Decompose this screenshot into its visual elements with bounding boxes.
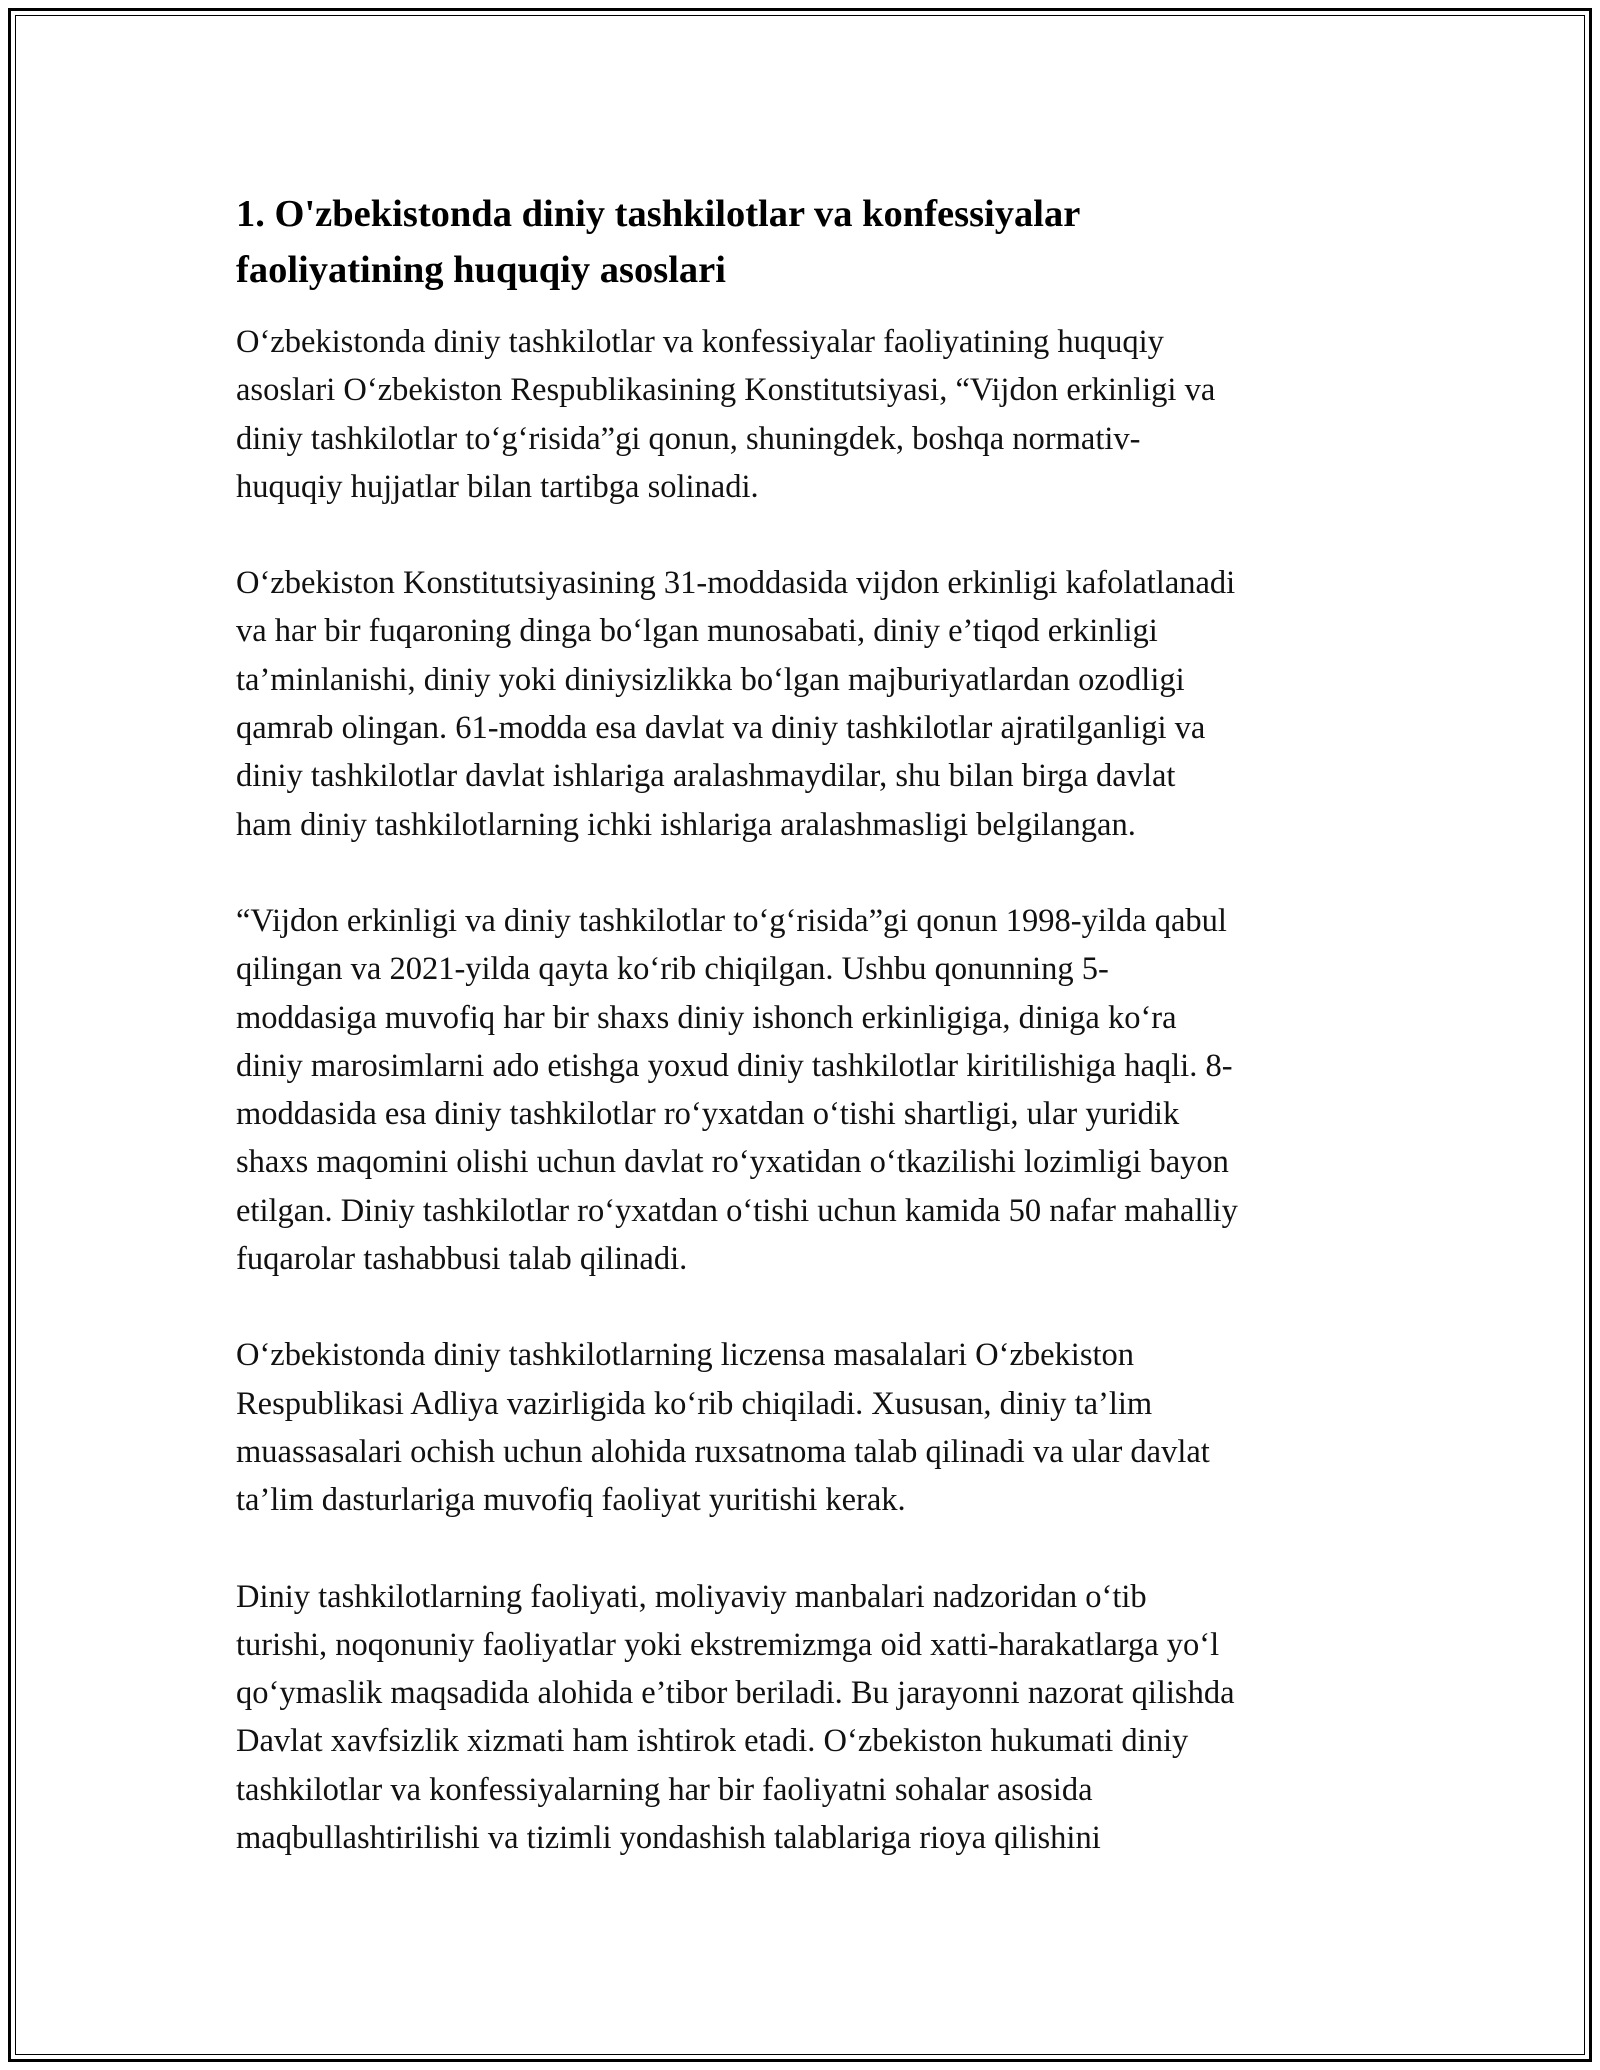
paragraph-line: Respublikasi Adliya vazirligida ko‘rib chiqiladi. Xususan, diniy ta’lim [236, 1385, 1153, 1422]
paragraph-line: “Vijdon erkinligi va diniy tashkilotlar to‘g‘risida”gi qonun 1998-yilda qabul [236, 902, 1227, 939]
paragraph-line: O‘zbekistonda diniy tashkilotlarning liczensa masalalari O‘zbekiston [236, 1337, 1135, 1374]
section-title-line: faoliyatining huquqiy asoslari [236, 249, 726, 291]
paragraph-line: diniy tashkilotlar to‘g‘risida”gi qonun, shuningdek, boshqa normativ- [236, 420, 1141, 457]
paragraph-line: diniy tashkilotlar davlat ishlariga aralashmaydilar, shu bilan birga davlat [236, 758, 1176, 795]
paragraph-line: maqbullashtirilishi va tizimli yondashish talablariga rioya qilishini [236, 1820, 1101, 1857]
paragraph-licensing [236, 1331, 1376, 1524]
document-body [236, 186, 1376, 1910]
paragraph-line: diniy marosimlarni ado etishga yoxud diniy tashkilotlar kiritilishiga haqli. 8- [236, 1047, 1233, 1084]
paragraph-line: O‘zbekiston Konstitutsiyasining 31-moddasida vijdon erkinligi kafolatlanadi [236, 565, 1236, 602]
paragraph-line: qamrab olingan. 61-modda esa davlat va diniy tashkilotlar ajratilganligi va [236, 710, 1206, 747]
paragraph-freedom-law [236, 897, 1376, 1283]
paragraph-line: huquqiy hujjatlar bilan tartibga solinadi. [236, 468, 759, 505]
paragraph-constitution [236, 559, 1376, 849]
paragraph-line: Diniy tashkilotlarning faoliyati, moliyaviy manbalari nadzoridan o‘tib [236, 1578, 1147, 1615]
paragraph-line: moddasida esa diniy tashkilotlar ro‘yxatdan o‘tishi shartligi, ular yuridik [236, 1096, 1180, 1133]
paragraph-line: qilingan va 2021-yilda qayta ko‘rib chiqilgan. Ushbu qonunning 5- [236, 951, 1109, 988]
paragraph-oversight [236, 1573, 1376, 1863]
paragraph-line: O‘zbekistonda diniy tashkilotlar va konfessiyalar faoliyatining huquqiy [236, 324, 1164, 360]
paragraph-legal-basis [236, 318, 1376, 511]
paragraph-line: fuqarolar tashabbusi talab qilinadi. [236, 1241, 688, 1278]
paragraph-line: turishi, noqonuniy faoliyatlar yoki ekstremizmga oid xatti-harakatlarga yo‘l [236, 1626, 1220, 1663]
paragraph-line: va har bir fuqaroning dinga bo‘lgan munosabati, diniy e’tiqod erkinligi [236, 613, 1158, 650]
paragraph-line: Davlat xavfsizlik xizmati ham ishtirok etadi. O‘zbekiston hukumati diniy [236, 1723, 1189, 1760]
paragraph-line: etilgan. Diniy tashkilotlar ro‘yxatdan o‘tishi uchun kamida 50 nafar mahalliy [236, 1192, 1238, 1229]
paragraph-line: muassasalari ochish uchun alohida ruxsatnoma talab qilinadi va ular davlat [236, 1433, 1210, 1470]
paragraph-line: ta’lim dasturlariga muvofiq faoliyat yuritishi kerak. [236, 1482, 906, 1519]
section-title [236, 186, 1236, 298]
paragraph-line: ham diniy tashkilotlarning ichki ishlariga aralashmasligi belgilangan. [236, 806, 1136, 843]
paragraph-line: qo‘ymaslik maqsadida alohida e’tibor beriladi. Bu jarayonni nazorat qilishda [236, 1675, 1235, 1712]
paragraph-line: tashkilotlar va konfessiyalarning har bir faoliyatni sohalar asosida [236, 1771, 1093, 1808]
paragraph-line: shaxs maqomini olishi uchun davlat ro‘yxatidan o‘tkazilishi lozimligi bayon [236, 1144, 1229, 1181]
paragraph-line: ta’minlanishi, diniy yoki diniysizlikka bo‘lgan majburiyatlardan ozodligi [236, 661, 1185, 698]
paragraph-line: moddasiga muvofiq har bir shaxs diniy ishonch erkinligiga, diniga ko‘ra [236, 999, 1177, 1036]
paragraph-line: asoslari O‘zbekiston Respublikasining Konstitutsiyasi, “Vijdon erkinligi va [236, 372, 1216, 409]
section-title-line: 1. O'zbekistonda diniy tashkilotlar va konfessiyalar [236, 193, 1081, 235]
